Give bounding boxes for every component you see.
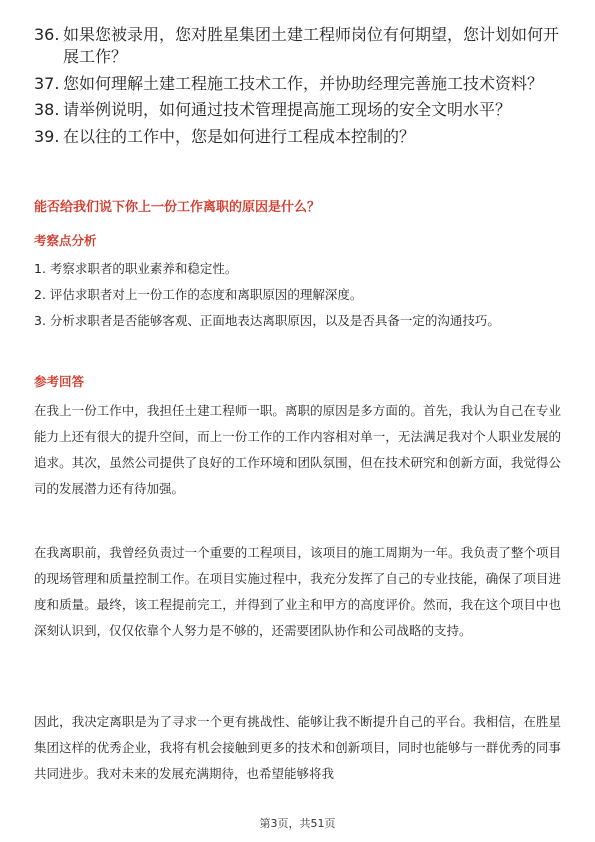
question-number: 36.	[34, 25, 60, 44]
answer-paragraph: 因此，我决定离职是为了寻求一个更有挑战性、能够让我不断提升自己的平台。我相信，在胜星集团这样的优秀企业，我将有机会接触到更多的技术和创新项目，同时也能够与一群优秀的同事共同进步。我对未来的发展充满期待，也希望能够将我	[34, 714, 561, 781]
page-footer: 第3页，共51页	[259, 817, 336, 830]
question-text: 您如何理解土建工程施工技术工作，并协助经理完善施工技术资料？	[63, 73, 544, 93]
analysis-item: 3. 分析求职者是否能够客观、正面地表达离职原因，以及是否具备一定的沟通技巧。	[34, 313, 500, 328]
answer-paragraph: 在我离职前，我曾经负责过一个重要的工程项目，该项目的施工周期为一年。我负责了整个项目的现场管理和质量控制工作。在项目实施过程中，我充分发挥了自己的专业技能，确保了项目进度和质量。最终，该工程提前完工，并得到了业主和甲方的高度评价。然而，我在这个项目中也深刻认识到，仅仅依靠个人努力是不够的，还需要团队协作和公司战略的支持。	[34, 545, 561, 638]
analysis-heading: 考察点分析	[34, 233, 97, 248]
question-list	[34, 24, 564, 152]
question-text: 如果您被录用，您对胜星集团土建工程师岗位有何期望，您计划如何开展工作？	[63, 25, 560, 66]
question-text: 在以往的工作中，您是如何进行工程成本控制的？	[63, 126, 416, 146]
section-question-title: 能否给我们说下你上一份工作离职的原因是什么？	[34, 200, 321, 215]
question-item	[34, 126, 564, 148]
answer-paragraph: 在我上一份工作中，我担任土建工程师一职。离职的原因是多方面的。首先，我认为自己在专业能力上还有很大的提升空间，而上一份工作的工作内容相对单一，无法满足我对个人职业发展的追求。其次，虽然公司提供了良好的工作环境和团队氛围，但在技术研究和创新方面，我觉得公司的发展潜力还有待加强。	[34, 403, 561, 496]
answer-heading: 参考回答	[34, 374, 85, 389]
question-number: 39.	[34, 126, 60, 146]
analysis-item: 1. 考察求职者的职业素养和稳定性。	[34, 261, 238, 276]
question-item	[34, 73, 564, 95]
question-item	[34, 24, 564, 68]
question-number: 38.	[34, 100, 60, 119]
question-item	[34, 99, 564, 121]
analysis-item: 2. 评估求职者对上一份工作的态度和离职原因的理解深度。	[34, 287, 363, 302]
question-number: 37.	[34, 73, 60, 93]
analysis-list	[34, 256, 559, 334]
question-text: 请举例说明，如何通过技术管理提高施工现场的安全文明水平？	[63, 100, 512, 119]
